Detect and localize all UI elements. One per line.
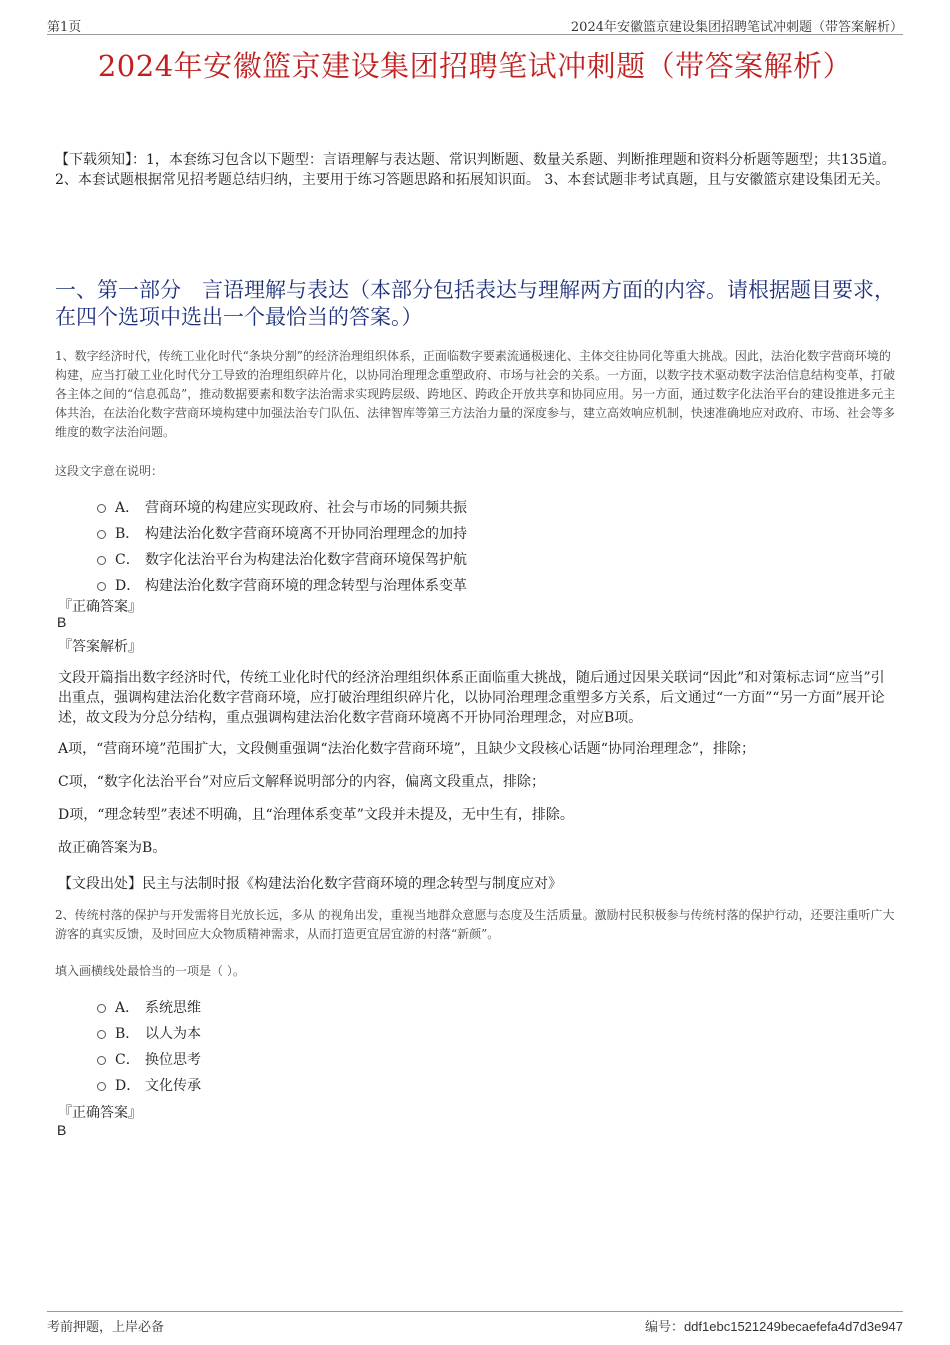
analysis-label: 『答案解析』 bbox=[58, 639, 142, 655]
doc-code-value: ddf1ebc1521249becaefefa4d7d3e947 bbox=[683, 1319, 903, 1334]
option-c[interactable]: C． 数字化法治平台为构建法治化数字营商环境保驾护航 bbox=[97, 547, 797, 573]
page-title: 2024年安徽篮京建设集团招聘笔试冲刺题（带答案解析） bbox=[97, 49, 853, 83]
option-d[interactable]: D． 构建法治化数字营商环境的理念转型与治理体系变革 bbox=[97, 573, 797, 599]
option-d[interactable]: D． 文化传承 bbox=[97, 1073, 797, 1099]
radio-icon[interactable] bbox=[97, 1030, 106, 1039]
page-number: 第1页 bbox=[47, 20, 82, 35]
question-1-options bbox=[97, 495, 797, 599]
question-2-options bbox=[97, 995, 797, 1099]
answer-label: 『正确答案』 bbox=[58, 599, 142, 615]
option-b[interactable]: B． 构建法治化数字营商环境离不开协同治理理念的加持 bbox=[97, 521, 797, 547]
section-title: 一、第一部分 言语理解与表达（本部分包括表达与理解两方面的内容。请根据题目要求，在四个选项中选出一个最恰当的答案。） bbox=[55, 278, 895, 329]
option-c[interactable]: C． 换位思考 bbox=[97, 1047, 797, 1073]
radio-icon[interactable] bbox=[97, 530, 106, 539]
option-a[interactable]: A． 营商环境的构建应实现政府、社会与市场的同频共振 bbox=[97, 495, 797, 521]
doc-code bbox=[645, 1316, 903, 1335]
radio-icon[interactable] bbox=[97, 504, 106, 513]
page-footer bbox=[47, 1311, 903, 1335]
answer-label: 『正确答案』 bbox=[58, 1105, 142, 1121]
answer-value: B bbox=[57, 1122, 67, 1138]
analysis-paragraph: A项，“营商环境”范围扩大，文段侧重强调“法治化数字营商环境”，且缺少文段核心话题“协同治理理念”，排除； bbox=[58, 741, 756, 757]
header-doc-title: 2024年安徽篮京建设集团招聘笔试冲刺题（带答案解析） bbox=[570, 20, 903, 35]
answer-value: B bbox=[57, 614, 67, 630]
option-b[interactable]: B． 以人为本 bbox=[97, 1021, 797, 1047]
radio-icon[interactable] bbox=[97, 582, 106, 591]
option-a[interactable]: A． 系统思维 bbox=[97, 995, 797, 1021]
question-2-prompt: 填入画横线处最恰当的一项是（ ）。 bbox=[55, 964, 245, 978]
radio-icon[interactable] bbox=[97, 1082, 106, 1091]
analysis-paragraph: C项，“数字化法治平台”对应后文解释说明部分的内容，偏离文段重点，排除； bbox=[58, 774, 546, 790]
radio-icon[interactable] bbox=[97, 556, 106, 565]
footer-slogan: 考前押题，上岸必备 bbox=[47, 1320, 165, 1335]
download-notice: 【下载须知】：1，本套练习包含以下题型：言语理解与表达题、常识判断题、数量关系题、判断推理题和资料分析题等题型；共135道。 2、本套试题根据常见招考题总结归纳，主要用于练习答题思路和拓展知识面。 3、本套试题非考试真题，且与安徽篮京建设集团无关。 bbox=[55, 152, 896, 188]
question-2-text: 2、传统村落的保护与开发需将目光放长远，多从 的视角出发，重视当地群众意愿与态度及生活质量。激励村民积极参与传统村落的保护行动，还要注重听广大游客的真实反馈，及时回应大众物质精神需求，从而打造更宜居宜游的村落“新颜”。 bbox=[55, 908, 895, 941]
analysis-paragraph: D项，“理念转型”表述不明确，且“治理体系变革”文段并未提及，无中生有，排除。 bbox=[58, 807, 574, 823]
radio-icon[interactable] bbox=[97, 1056, 106, 1065]
analysis-paragraph: 文段开篇指出数字经济时代，传统工业化时代的经济治理组织体系正面临重大挑战，随后通过因果关联词“因此”和对策标志词“应当”引出重点，强调构建法治化数字营商环境，应打破治理组织碎片化，以协同治理理念重塑多方关系，后文通过“一方面”“另一方面”展开论述，故文段为分总分结构，重点强调构建法治化数字营商环境离不开协同治理理念，对应B项。 bbox=[58, 670, 885, 726]
analysis-paragraph: 故正确答案为B。 bbox=[58, 840, 167, 856]
radio-icon[interactable] bbox=[97, 1004, 106, 1013]
source-citation: 【文段出处】民主与法制时报《构建法治化数字营商环境的理念转型与制度应对》 bbox=[58, 876, 562, 892]
question-1-prompt: 这段文字意在说明： bbox=[55, 464, 164, 478]
page-header bbox=[47, 14, 903, 35]
question-1-text: 1、数字经济时代，传统工业化时代“条块分割”的经济治理组织体系，正面临数字要素流通极速化、主体交往协同化等重大挑战。因此，法治化数字营商环境的构建，应当打破工业化时代分工导致的治理组织碎片化，以协同治理理念重塑政府、市场与社会的关系。一方面，以数字技术驱动数字法治信息结构变革，打破各主体之间的“信息孤岛”，推动数据要素和数字法治需求实现跨层级、跨地区、跨政企开放共享和协同应用。另一方面，通过数字化法治平台的建设推进多元主体共治，在法治化数字营商环境构建中加强法治专门队伍、法律智库等第三方法治力量的深度参与，建立高效响应机制，快速准确地应对政府、市场、社会等多维度的数字法治问题。 bbox=[55, 349, 896, 439]
doc-code-label: 编号： bbox=[644, 1320, 684, 1335]
